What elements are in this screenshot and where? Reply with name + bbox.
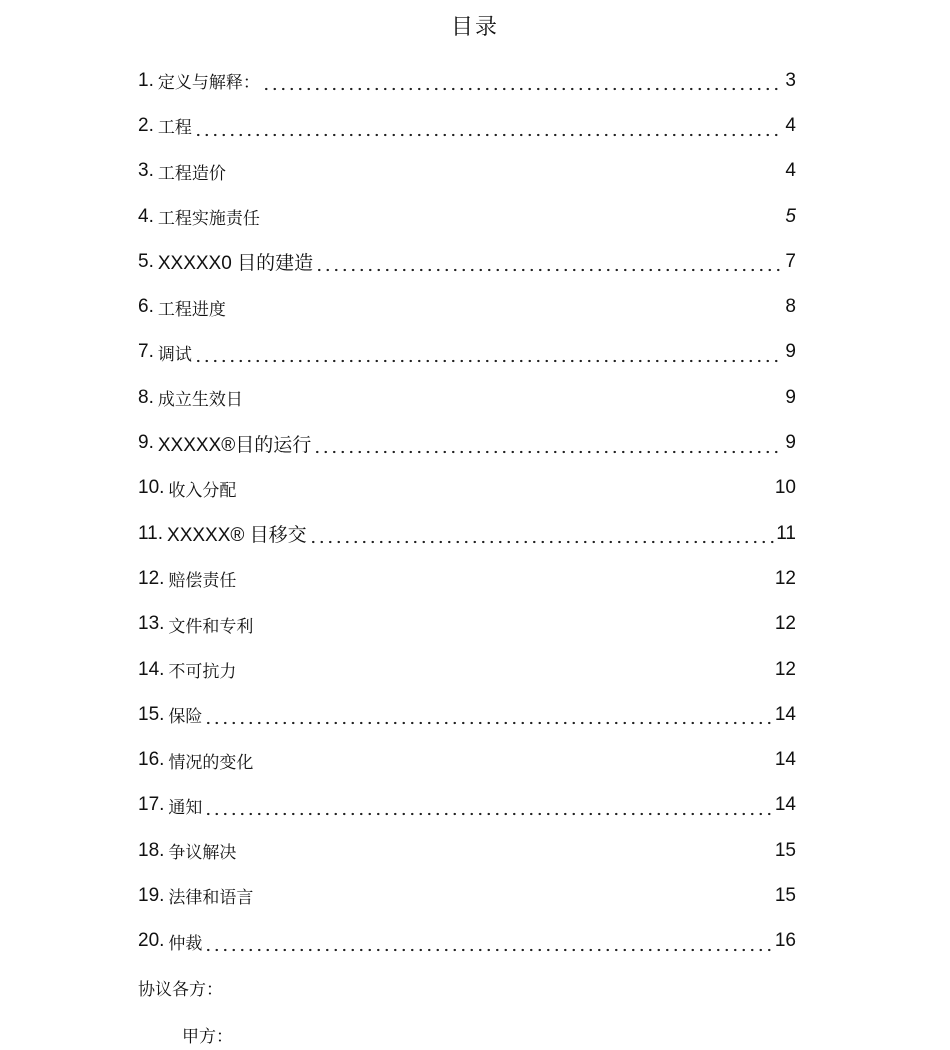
toc-entry-page-number: 12: [774, 658, 796, 680]
toc-entry[interactable]: [138, 330, 796, 375]
toc-entry-label: XXXXX®目的运行: [157, 434, 312, 456]
toc-entry[interactable]: [138, 239, 796, 284]
toc-entry-label: 法律和语言: [168, 888, 254, 909]
toc-entry-label: 工程造价: [157, 163, 226, 184]
dot-leader: [315, 252, 783, 272]
toc-entry-label: 通知: [168, 797, 203, 818]
toc-entry[interactable]: [138, 466, 796, 511]
toc-entry-label: XXXXX0 目的建造: [157, 253, 314, 275]
toc-entry-number: 20.: [138, 930, 165, 952]
dot-leader: [204, 705, 772, 725]
toc-entry[interactable]: [138, 284, 796, 329]
toc-entry[interactable]: [138, 58, 796, 103]
toc-entry-label: 文件和专利: [168, 616, 254, 637]
toc-entry-label: 不可抗力: [168, 662, 237, 682]
toc-entry-page-number: 12: [774, 613, 796, 635]
toc-entry-number: 1.: [138, 69, 154, 91]
dot-leader: [194, 117, 784, 137]
toc-entry-page-number: 14: [774, 703, 796, 725]
toc-entry[interactable]: [138, 103, 796, 148]
toc-entry-number: 6.: [138, 296, 154, 318]
toc-entry-page-number: 8: [785, 296, 796, 318]
toc-entry-page-number: 3: [785, 69, 796, 91]
toc-entry-label: 仲裁: [168, 933, 203, 954]
toc-entry-number: 2.: [138, 114, 154, 136]
dot-leader: [204, 796, 772, 816]
toc-entry-number: 9.: [138, 432, 154, 454]
toc-entry-page-number: 15: [774, 839, 796, 861]
toc-entry[interactable]: [138, 556, 796, 601]
toc-entry-page-number: 14: [774, 794, 796, 816]
toc-entry-number: 10.: [138, 477, 165, 499]
toc-entry-page-number: 16: [774, 930, 796, 952]
toc-entry-number: 5.: [138, 250, 154, 272]
dot-leader: [313, 434, 783, 454]
toc-entry-label: 工程实施责任: [157, 209, 260, 230]
dot-leader: [194, 343, 784, 363]
toc-entry[interactable]: [138, 647, 796, 692]
toc-entry-page-number: 9: [785, 432, 796, 454]
toc-entry-page-number: 4: [785, 160, 796, 182]
toc-entry[interactable]: [138, 692, 796, 737]
toc-entry-number: 4.: [138, 205, 154, 227]
toc-entry-label: 收入分配: [168, 480, 237, 501]
toc-entry[interactable]: [138, 194, 796, 239]
toc-entry[interactable]: [138, 873, 796, 918]
toc-entry[interactable]: [138, 737, 796, 782]
party-a-label: 甲方：: [182, 1027, 233, 1047]
toc-entry-page-number: 10: [774, 477, 796, 499]
toc-entry-number: 12.: [138, 567, 165, 589]
toc-entry-label: 定义与解释：: [157, 73, 260, 94]
toc-entry-page-number: 15: [774, 884, 796, 906]
toc-entry-label: 工程: [157, 118, 192, 139]
toc-entry[interactable]: [138, 919, 796, 964]
toc-entry-page-number: 5: [785, 205, 796, 227]
toc-entry-number: 7.: [138, 341, 154, 363]
toc-entry[interactable]: [138, 828, 796, 873]
toc-entry-page-number: 14: [774, 749, 796, 771]
parties-label: 协议各方：: [138, 980, 223, 1000]
toc-entry-number: 18.: [138, 839, 165, 861]
table-of-contents: [138, 58, 796, 964]
toc-entry-page-number: 9: [785, 386, 796, 408]
toc-entry-number: 19.: [138, 884, 165, 906]
toc-entry-label: 赔偿责任: [168, 571, 237, 592]
toc-entry-page-number: 4: [785, 114, 796, 136]
toc-entry-label: 情况的变化: [168, 752, 254, 773]
toc-entry-number: 14.: [138, 658, 165, 680]
toc-title: 目录: [450, 15, 499, 40]
toc-entry-label: 争议解决: [168, 843, 237, 864]
toc-entry-number: 13.: [138, 613, 165, 635]
toc-entry-label: XXXXX® 目移交: [167, 525, 307, 547]
toc-entry[interactable]: [138, 375, 796, 420]
toc-entry-number: 11.: [138, 522, 164, 544]
toc-entry-label: 工程进度: [157, 299, 226, 320]
toc-entry-number: 8.: [138, 386, 154, 408]
toc-entry-page-number: 9: [785, 341, 796, 363]
toc-entry-number: 3.: [138, 160, 154, 182]
toc-entry-number: 17.: [138, 794, 165, 816]
dot-leader: [204, 932, 772, 952]
dot-leader: [262, 71, 784, 91]
toc-entry-label: 保险: [168, 707, 203, 728]
toc-entry[interactable]: [138, 602, 796, 647]
toc-entry-label: 成立生效日: [157, 390, 243, 411]
toc-entry[interactable]: [138, 149, 796, 194]
toc-entry-number: 16.: [138, 749, 165, 771]
toc-entry[interactable]: [138, 783, 796, 828]
toc-entry-page-number: 12: [774, 567, 796, 589]
toc-entry-label: 调试: [157, 344, 192, 365]
toc-entry[interactable]: [138, 420, 796, 465]
toc-entry-page-number: 7: [785, 250, 796, 272]
toc-entry-page-number: 11: [776, 522, 796, 544]
toc-entry[interactable]: [138, 511, 796, 556]
dot-leader: [309, 524, 775, 544]
toc-entry-number: 15.: [138, 703, 165, 725]
